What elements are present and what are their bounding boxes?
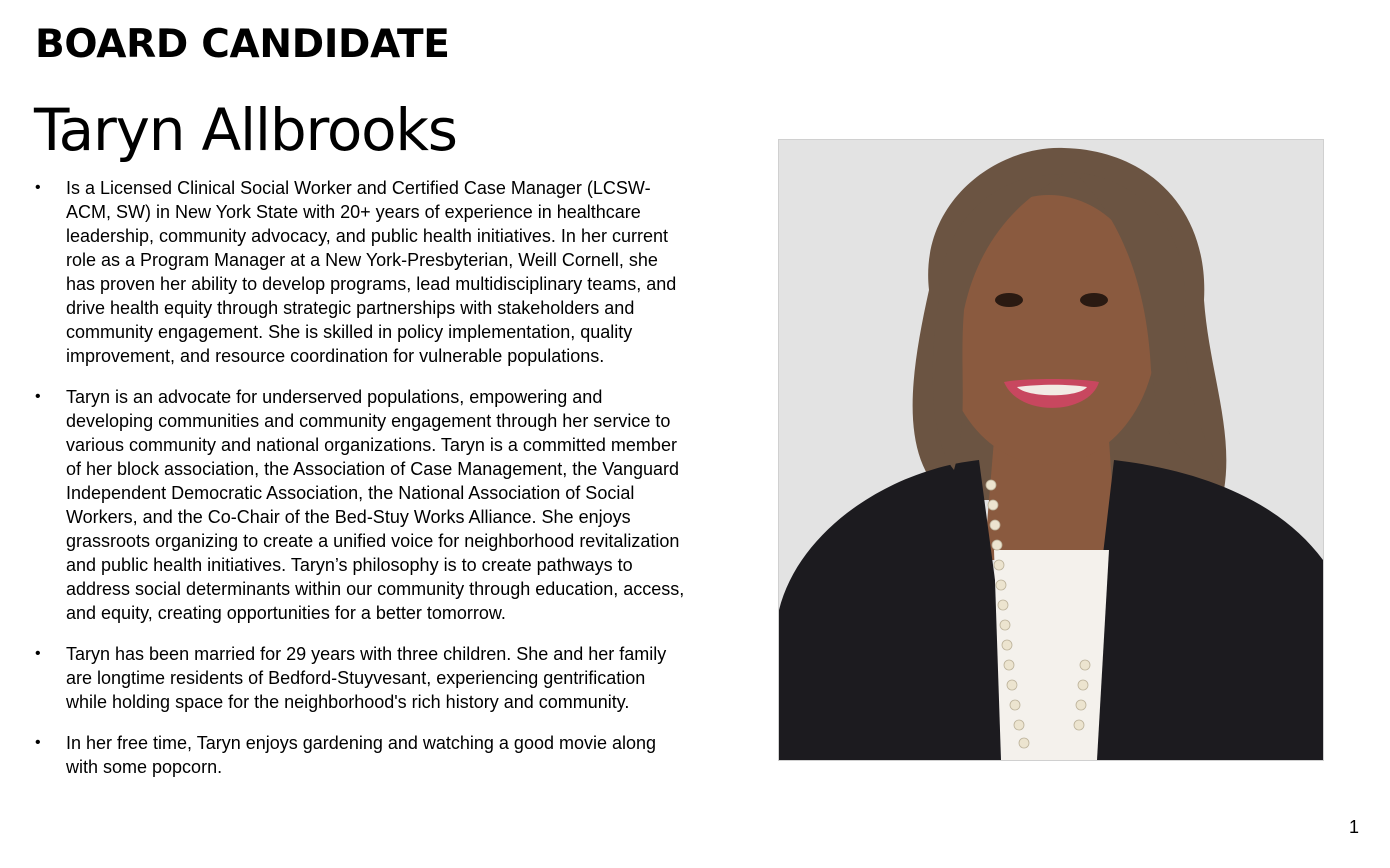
bullet-icon: • [35, 734, 41, 751]
bio-item [35, 176, 685, 368]
bullet-icon: • [35, 179, 41, 196]
eye-left [995, 293, 1023, 307]
page-number: 1 [1349, 817, 1360, 837]
portrait-illustration [779, 140, 1323, 760]
bio-item-text: Is a Licensed Clinical Social Worker and Certified Case Manager (LCSW-ACM, SW) in New York State with 20+ years of experience in healthcare leadership, community advocacy, and public health initiatives. In her current role as a Program Manager at a New York-Presbyterian, Weill Cornell, she has proven her ability to develop programs, lead multidisciplinary teams, and drive health equity through strategic partnerships with stakeholders and community engagement. She is skilled in policy implementation, quality improvement, and resource coordination for vulnerable populations. [66, 178, 677, 366]
bullet-icon: • [35, 388, 41, 405]
candidate-photo [779, 140, 1323, 760]
bio-item-text: Taryn has been married for 29 years with three children. She and her family are longtime residents of Bedford-Stuyvesant, experiencing gentrification while holding space for the neighborhood's rich history and community. [66, 644, 667, 712]
bio-list [35, 176, 685, 796]
bio-item-text: In her free time, Taryn enjoys gardening and watching a good movie along with some popcorn. [66, 733, 657, 777]
bio-item [35, 642, 685, 714]
eye-right [1080, 293, 1108, 307]
bio-item [35, 731, 685, 779]
section-heading: BOARD CANDIDATE [35, 22, 450, 67]
bio-item [35, 385, 685, 625]
bio-item-text: Taryn is an advocate for underserved populations, empowering and developing communities and community engagement through her service to various community and national organizations. Taryn is a committed member of her block association, the Association of Case Management, the Vanguard Independent Democratic Association, the National Association of Social Workers, and the Co-Chair of the Bed-Stuy Works Alliance. She enjoys grassroots organizing to create a unified voice for neighborhood revitalization and public health initiatives. Taryn’s philosophy is to create pathways to address social determinants within our community through education, access, and equity, creating opportunities for a better tomorrow. [66, 387, 685, 623]
blouse [994, 550, 1109, 760]
candidate-name: Taryn Allbrooks [34, 96, 457, 164]
bullet-icon: • [35, 645, 41, 662]
